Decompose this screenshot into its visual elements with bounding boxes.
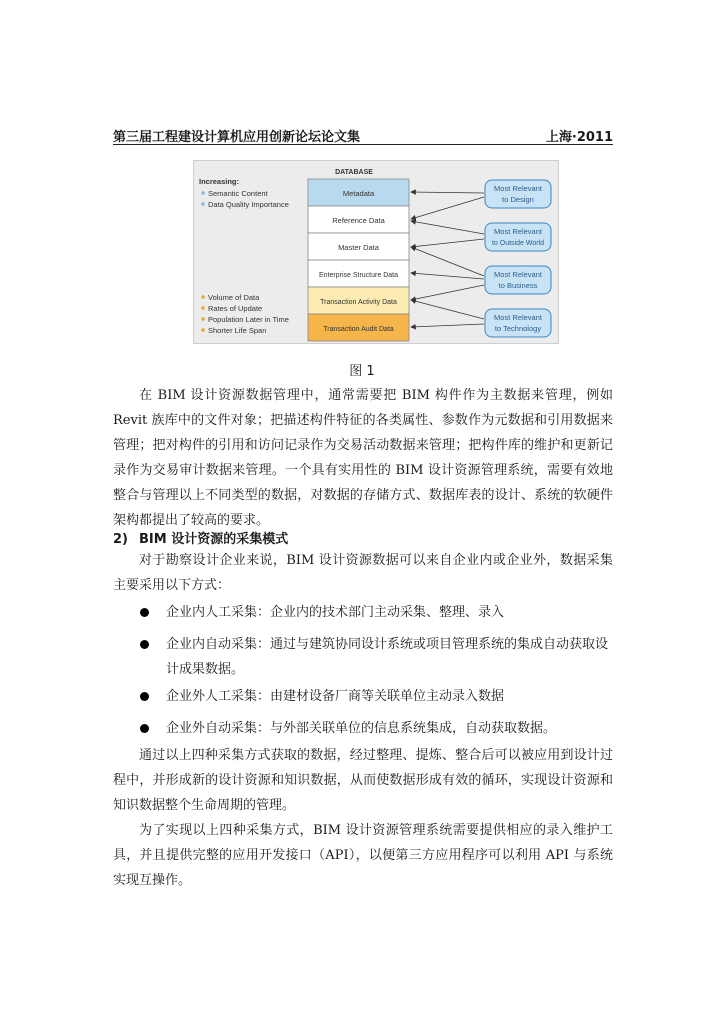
relevance-design-line2: to Design: [502, 195, 534, 204]
legend-bullet-icon: [201, 202, 205, 206]
section-heading: [113, 528, 288, 547]
relevance-boxes: [485, 180, 551, 337]
bullet-icon: [140, 724, 149, 733]
relevance-business-line1: Most Relevant: [494, 270, 542, 279]
arrow: [411, 285, 484, 300]
database-title: DATABASE: [335, 169, 373, 176]
relevance-outside-line2: to Outside World: [491, 240, 545, 247]
database-figure: [193, 160, 559, 344]
legend-volume: Volume of Data: [208, 293, 260, 302]
layer-reference-data: Reference Data: [332, 216, 385, 225]
database-layers: [308, 179, 409, 341]
figure-caption: 图 1: [349, 364, 375, 379]
bullet-icon: [140, 640, 149, 649]
bullet-icon: [140, 692, 149, 701]
relevance-outside-line1: Most Relevant: [494, 227, 542, 236]
header-location-year: 上海·2011: [545, 130, 613, 145]
database-diagram: [194, 161, 560, 345]
legend-semantic-content: Semantic Content: [208, 189, 268, 198]
legend-rates: Rates of Update: [208, 304, 263, 313]
list-item-text: 企业内自动采集：通过与建筑协同设计系统或项目管理系统的集成自动获取设计成果数据。: [166, 637, 609, 677]
paragraph-lifecycle: 通过以上四种采集方式获取的数据，经过整理、提炼、整合后可以被应用到设计过程中，并形成新的设计资源和知识数据，从而使数据形成有效的循环，实现设计资源和知识数据整个生命周期的管理。: [113, 748, 613, 813]
paragraph-data-management: 在 BIM 设计资源数据管理中，通常需要把 BIM 构件作为主数据来管理，例如 Revit 族库中的文件对象；把描述构件特征的各类属性、参数作为元数据和引用数据来管理；把对构件的引用和访问记录作为交易活动数据来管理；把构件库的维护和更新记录作为交易审计数据来管理。一个具有实用性的 BIM 设计资源管理系统，需要有效地整合与管理以上不同类型的数据，对数据的存储方式、数据库表的设计、系统的软硬件架构都提出了较高的要求。: [113, 388, 613, 528]
legend-population: Population Later in Time: [208, 315, 289, 324]
arrow: [411, 247, 484, 276]
arrow: [411, 221, 484, 234]
relevance-arrows: [411, 192, 484, 327]
legend-bullet-icon: [201, 306, 205, 310]
legend-bullet-icon: [201, 295, 205, 299]
bullet-icon: [140, 608, 149, 617]
legend-bullet-icon: [201, 317, 205, 321]
arrow: [411, 192, 484, 193]
arrow: [411, 324, 484, 327]
relevance-design-line1: Most Relevant: [494, 184, 542, 193]
header-title: 第三届工程建设计算机应用创新论坛论文集: [113, 130, 361, 145]
legend-bullet-icon: [201, 328, 205, 332]
layer-transaction-audit: Transaction Audit Data: [323, 326, 394, 333]
section-title: BIM 设计资源的采集模式: [139, 532, 289, 547]
relevance-technology-line1: Most Relevant: [494, 313, 542, 322]
layer-metadata: Metadata: [342, 189, 375, 198]
arrow: [411, 239, 484, 247]
arrow: [411, 300, 484, 319]
increasing-label: Increasing:: [199, 177, 240, 186]
list-item-text: 企业外人工采集：由建材设备厂商等关联单位主动录入数据: [166, 689, 505, 704]
list-item-text: 企业外自动采集：与外部关联单位的信息系统集成，自动获取数据。: [166, 721, 557, 736]
layer-transaction-activity: Transaction Activity Data: [320, 299, 397, 306]
legend-bullet-icon: [201, 191, 205, 195]
paragraph-collection-intro: 对于勘察设计企业来说，BIM 设计资源数据可以来自企业内或企业外，数据采集主要采用以下方式：: [113, 553, 613, 593]
arrow: [411, 197, 484, 219]
section-number: 2): [113, 532, 128, 547]
legend-life-span: Shorter Life Span: [208, 326, 267, 335]
relevance-technology-line2: to Technology: [494, 324, 542, 333]
layer-master-data: Master Data: [338, 243, 379, 252]
paragraph-api: 为了实现以上四种采集方式，BIM 设计资源管理系统需要提供相应的录入维护工具，并且提供完整的应用开发接口（API），以便第三方应用程序可以利用 API 与系统实现互操作。: [113, 823, 613, 888]
running-header: [113, 126, 613, 145]
arrow: [411, 273, 484, 279]
list-item-text: 企业内人工采集：企业内的技术部门主动采集、整理、录入: [166, 605, 505, 620]
layer-enterprise-structure: Enterprise Structure Data: [319, 272, 398, 279]
legend-data-quality: Data Quality Importance: [208, 200, 289, 209]
relevance-business-line2: to Business: [498, 281, 538, 290]
